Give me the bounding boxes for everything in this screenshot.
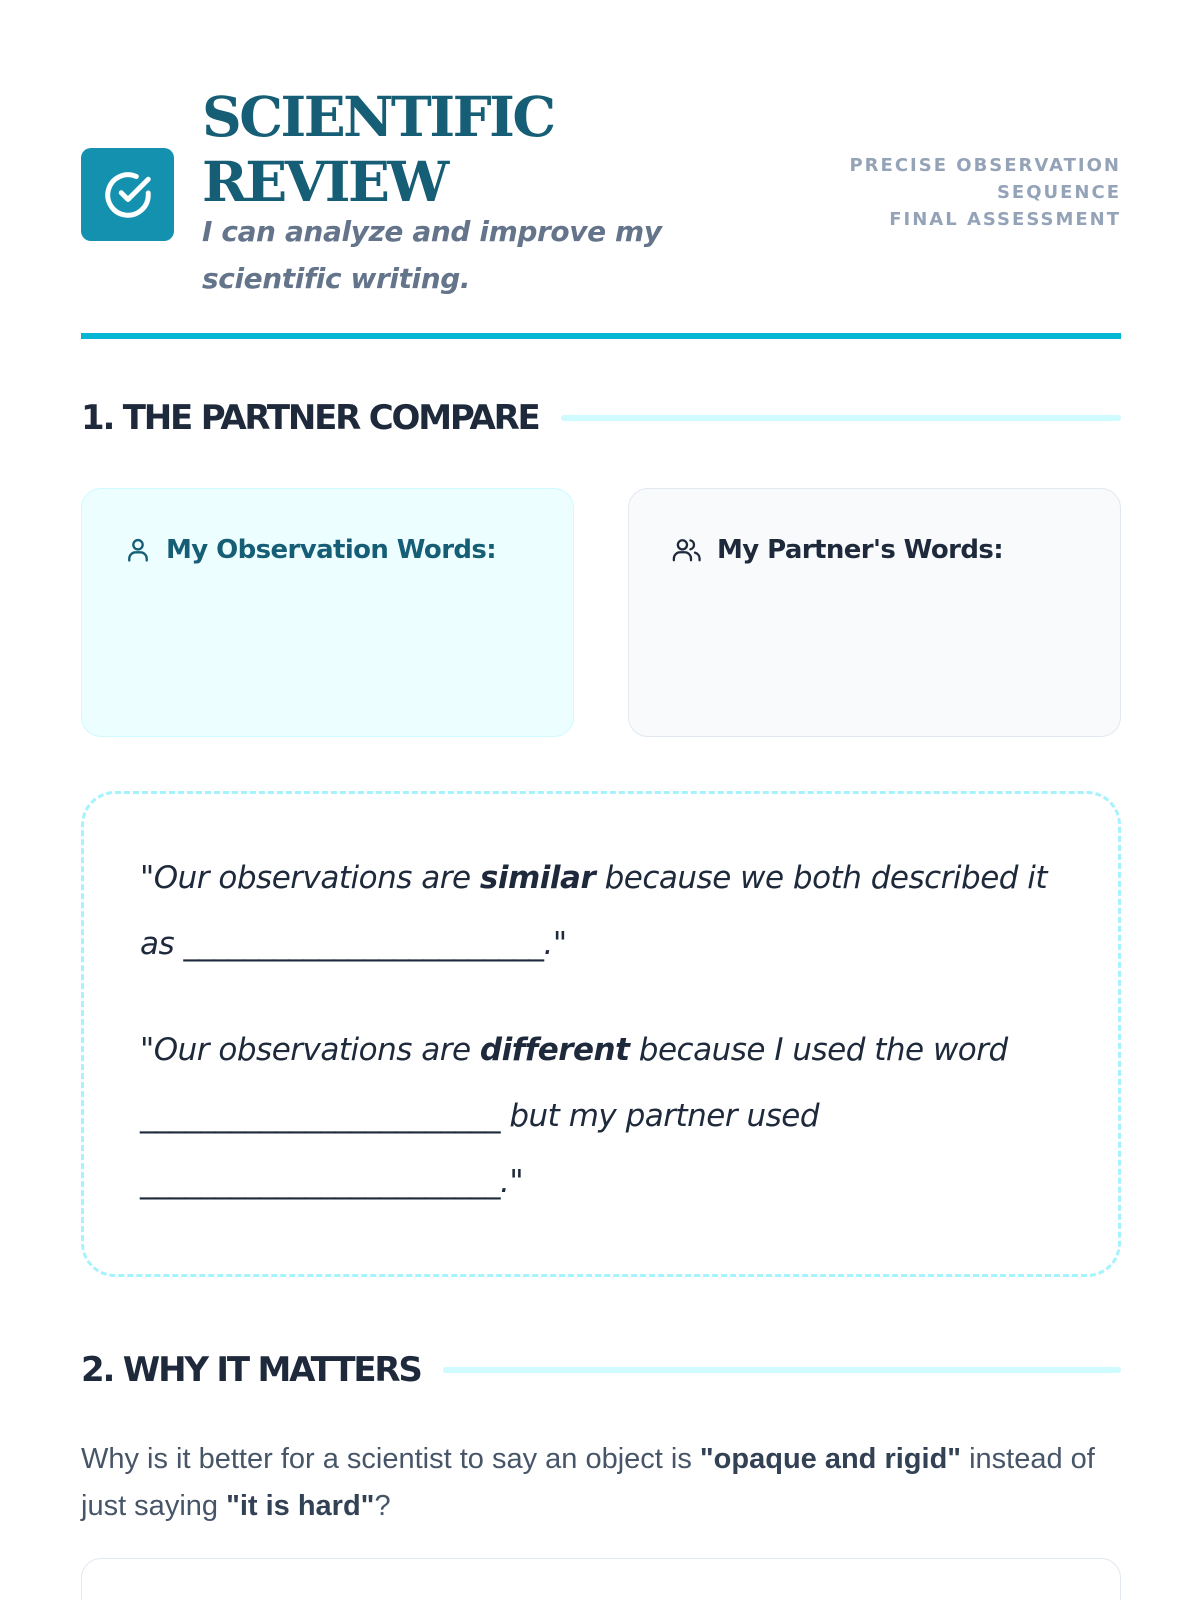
- question-text-a: Why is it better for a scientist to say an object is: [81, 1443, 700, 1475]
- section-1-rule: [561, 415, 1121, 421]
- frame2-blank-2[interactable]: ________________________: [140, 1164, 500, 1200]
- frame2-keyword: different: [479, 1032, 630, 1068]
- my-words-header: [124, 535, 531, 565]
- answer-box[interactable]: [81, 1558, 1121, 1600]
- title-block: [202, 84, 802, 302]
- frame1-blank[interactable]: ________________________: [183, 926, 544, 962]
- frame2-text-c: but my partner used: [500, 1098, 820, 1134]
- section-1-title: 1. THE PARTNER COMPARE: [81, 398, 539, 438]
- section-1-heading: [81, 398, 1121, 438]
- sentence-frames-box: [81, 791, 1121, 1277]
- user-icon: [124, 536, 152, 564]
- question-term-2: "it is hard": [226, 1490, 375, 1522]
- users-icon: [671, 536, 703, 564]
- partner-words-card[interactable]: [628, 488, 1121, 737]
- question-text-b: instead of just saying: [81, 1443, 1095, 1522]
- partner-words-header: [671, 535, 1078, 565]
- frame1-text-a: "Our observations are: [140, 860, 480, 896]
- partner-words-label: My Partner's Words:: [717, 535, 1004, 565]
- section-2-title: 2. WHY IT MATTERS: [81, 1350, 421, 1390]
- frame1-keyword: similar: [479, 860, 596, 896]
- learning-target: I can analyze and improve my scientific writing.: [202, 215, 662, 295]
- frame1-text-b: because we both described it as: [140, 860, 1048, 962]
- my-words-card[interactable]: [81, 488, 574, 737]
- section-2-heading: [81, 1350, 1121, 1390]
- my-words-label: My Observation Words:: [166, 535, 497, 565]
- question-text-c: ?: [374, 1490, 391, 1522]
- frame1-text-c: .": [543, 926, 567, 962]
- logo-badge: [81, 148, 174, 241]
- meta-line-3: FINAL ASSESSMENT: [889, 209, 1121, 230]
- title-line-1: SCIENTIFIC: [202, 84, 554, 149]
- series-tags: [849, 152, 1121, 233]
- meta-line-2: SEQUENCE: [996, 182, 1121, 203]
- frame2-text-a: "Our observations are: [140, 1032, 480, 1068]
- title-line-2: REVIEW: [202, 149, 447, 214]
- page-title: [202, 84, 802, 214]
- header-divider: [81, 333, 1121, 339]
- why-it-matters-question: [81, 1436, 1121, 1530]
- frame2-text-b: because I used the word: [629, 1032, 1008, 1068]
- meta-line-1: PRECISE OBSERVATION: [849, 155, 1121, 176]
- frame2-text-d: .": [500, 1164, 524, 1200]
- worksheet-header: [81, 84, 1121, 334]
- section-2-rule: [443, 1367, 1121, 1373]
- question-term-1: "opaque and rigid": [699, 1443, 962, 1475]
- similar-sentence-frame: [140, 845, 1062, 977]
- check-circle-icon: [101, 168, 155, 222]
- frame2-blank-1[interactable]: ________________________: [140, 1098, 500, 1134]
- different-sentence-frame: [140, 1017, 1062, 1215]
